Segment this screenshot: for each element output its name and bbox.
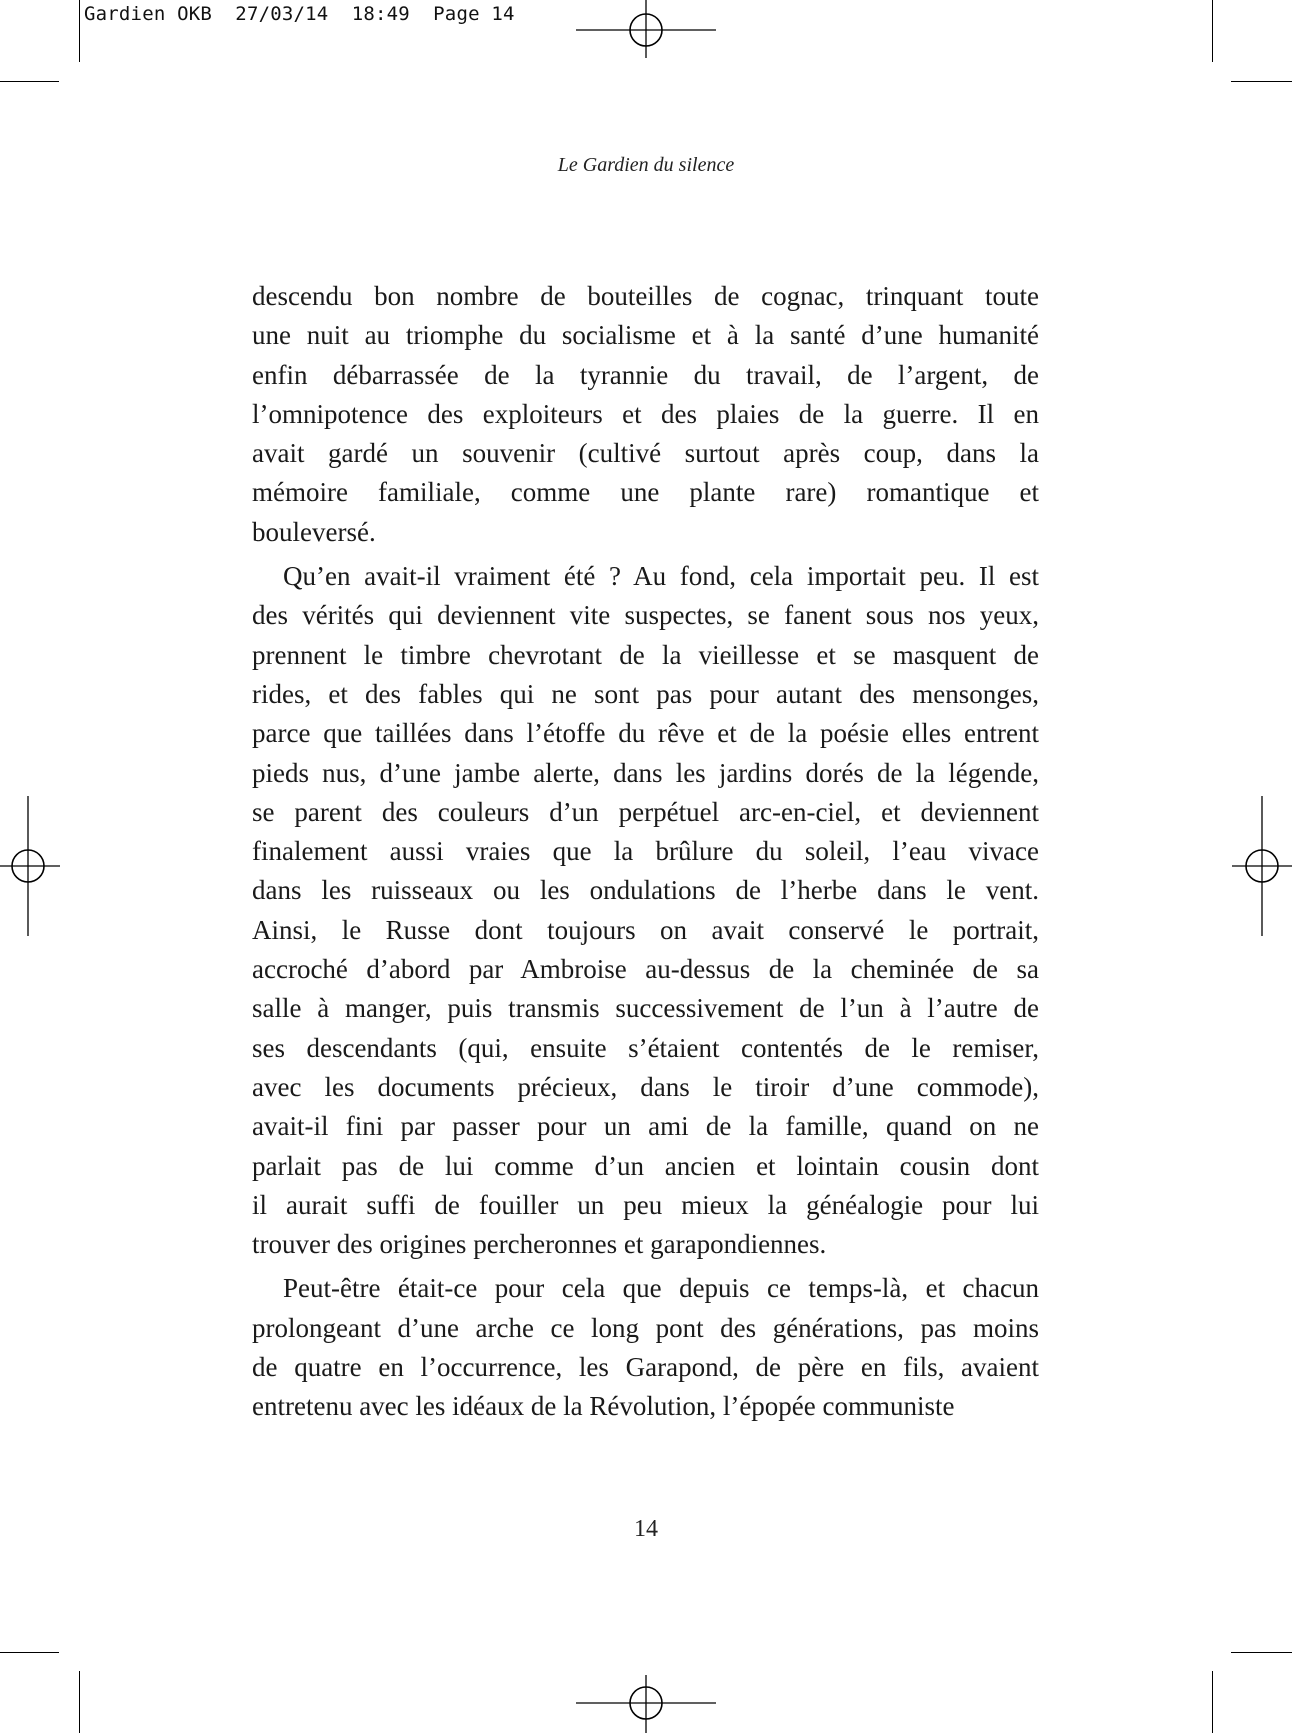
text-line: ses descendants (qui, ensuite s’étaient contentés de le remiser, — [252, 1032, 1039, 1063]
text-line: il aurait suffi de fouiller un peu mieux la généalogie pour lui — [252, 1189, 1039, 1220]
text-line: salle à manger, puis transmis successivement de l’un à l’autre de — [252, 993, 1039, 1024]
registration-mark-left — [0, 796, 60, 936]
text-line: bouleversé. — [252, 516, 376, 547]
text-line: avait-il fini par passer pour un ami de la famille, quand on ne — [252, 1111, 1039, 1142]
paragraph — [252, 277, 1039, 552]
text-line: descendu bon nombre de bouteilles de cognac, trinquant toute — [252, 281, 1039, 311]
text-line: dans les ruisseaux ou les ondulations de l’herbe dans le vent. — [252, 875, 1039, 906]
crop-mark-bottom-left-vertical — [79, 1671, 80, 1733]
body-text — [252, 277, 1039, 1427]
text-line: accroché d’abord par Ambroise au-dessus de la cheminée de sa — [252, 954, 1039, 985]
crop-mark-top-left-horizontal — [0, 81, 59, 82]
crop-mark-top-left-vertical — [79, 0, 80, 62]
crop-mark-bottom-left-horizontal — [0, 1652, 59, 1653]
text-line: Peut-être était-ce pour cela que depuis ce temps-là, et chacun — [283, 1273, 1039, 1304]
crop-mark-bottom-right-horizontal — [1231, 1652, 1292, 1653]
text-line: entretenu avec les idéaux de la Révolution, l’épopée communiste — [252, 1391, 955, 1422]
text-line: enfin débarrassée de la tyrannie du travail, de l’argent, de — [252, 359, 1039, 390]
text-line: Ainsi, le Russe dont toujours on avait conservé le portrait, — [252, 914, 1039, 945]
page-number: 14 — [634, 1516, 658, 1542]
text-line: avait gardé un souvenir (cultivé surtout après coup, dans la — [252, 438, 1039, 469]
paragraph — [252, 1269, 1039, 1426]
crop-mark-top-right-horizontal — [1231, 81, 1292, 82]
text-line: parce que taillées dans l’étoffe du rêve et de la poésie elles entrent — [252, 718, 1039, 749]
printer-slug: Gardien OKB 27/03/14 18:49 Page 14 — [84, 3, 515, 25]
registration-mark-bottom — [576, 1675, 716, 1733]
text-line: parlait pas de lui comme d’un ancien et lointain cousin dont — [252, 1150, 1039, 1181]
text-line: trouver des origines percheronnes et garapondiennes. — [252, 1229, 827, 1260]
registration-mark-right — [1232, 796, 1292, 936]
text-line: rides, et des fables qui ne sont pas pour autant des mensonges, — [252, 678, 1039, 709]
registration-mark-top — [576, 0, 716, 58]
text-line: prolongeant d’une arche ce long pont des générations, pas moins — [252, 1312, 1039, 1343]
text-line: finalement aussi vraies que la brûlure du soleil, l’eau vivace — [252, 836, 1039, 867]
text-line: pieds nus, d’une jambe alerte, dans les jardins dorés de la légende, — [252, 757, 1039, 788]
text-line: se parent des couleurs d’un perpétuel arc-en-ciel, et deviennent — [252, 796, 1039, 827]
crop-mark-bottom-right-vertical — [1212, 1671, 1213, 1733]
running-head: Le Gardien du silence — [557, 154, 735, 176]
text-line: prennent le timbre chevrotant de la vieillesse et se masquent de — [252, 639, 1039, 670]
text-line: l’omnipotence des exploiteurs et des plaies de la guerre. Il en — [252, 398, 1039, 429]
crop-mark-top-right-vertical — [1212, 0, 1213, 62]
text-line: de quatre en l’occurrence, les Garapond, de père en fils, avaient — [252, 1352, 1039, 1383]
paragraph — [252, 557, 1039, 1264]
text-line: mémoire familiale, comme une plante rare) romantique et — [252, 477, 1039, 508]
text-line: avec les documents précieux, dans le tiroir d’une commode), — [252, 1071, 1039, 1102]
text-line: une nuit au triomphe du socialisme et à la santé d’une humanité — [252, 320, 1039, 351]
text-line: Qu’en avait-il vraiment été ? Au fond, cela importait peu. Il est — [283, 561, 1039, 592]
text-line: des vérités qui deviennent vite suspectes, se fanent sous nos yeux, — [252, 600, 1039, 631]
